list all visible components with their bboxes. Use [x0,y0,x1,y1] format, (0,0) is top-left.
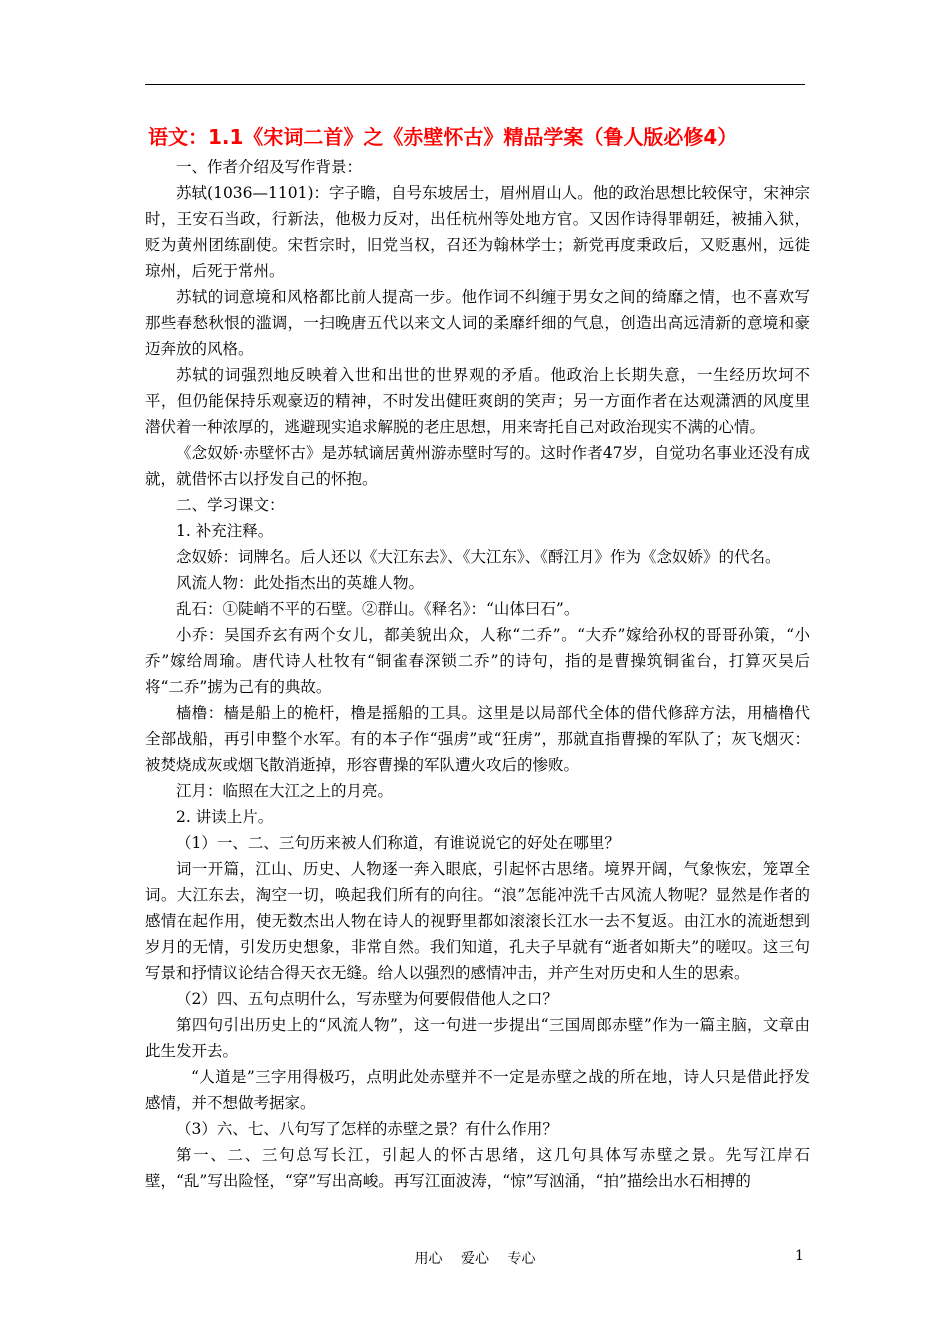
paragraph: “人道是”三字用得极巧，点明此处赤壁并不一定是赤壁之战的所在地，诗人只是借此抒发感情，并不想做考据家。 [145,1068,810,1112]
document-body [145,154,810,1194]
paragraph: 樯橹：樯是船上的桅杆，橹是摇船的工具。这里是以局部代全体的借代修辞方法，用樯橹代全部战船，再引申整个水军。有的本子作“强虏”或“狂虏”，那就直指曹操的军队了；灰飞烟灭：被焚烧成灰或烟飞散消逝掉，形容曹操的军队遭火攻后的惨败。 [145,704,810,774]
paragraph: （2）四、五句点明什么，写赤壁为何要假借他人之口？ [176,990,558,1008]
header-rule [145,84,805,85]
paragraph: 风流人物：此处指杰出的英雄人物。 [176,574,425,592]
paragraph: 第一、二、三句总写长江，引起人的怀古思绪，这几句具体写赤壁之景。先写江岸石壁，“乱”写出险怪，“穿”写出高峻。再写江面波涛，“惊”写汹涌，“拍”描绘出水石相搏的 [145,1146,810,1190]
paragraph: （3）六、七、八句写了怎样的赤壁之景？有什么作用？ [176,1120,558,1138]
paragraph: 一、作者介绍及写作背景： [176,158,363,176]
paragraph: （1）一、二、三句历来被人们称道，有谁说说它的好处在哪里？ [176,834,620,852]
paragraph: 苏轼的词强烈地反映着入世和出世的世界观的矛盾。他政治上长期失意，一生经历坎坷不平，但仍能保持乐观豪迈的精神，不时发出健旺爽朗的笑声；另一方面作者在达观潇洒的风度里潜伏着一种浓厚的，逃避现实追求解脱的老庄思想，用来寄托自己对政治现实不满的心情。 [145,366,810,436]
paragraph: 《念奴娇·赤壁怀古》是苏轼谪居黄州游赤壁时写的。这时作者47岁，自觉功名事业还没有成就，就借怀古以抒发自己的怀抱。 [145,444,810,488]
page-number: 1 [795,1248,804,1264]
paragraph: 二、学习课文： [176,496,285,514]
paragraph: 苏轼(1036—1101)：字子瞻，自号东坡居士，眉州眉山人。他的政治思想比较保守，宋神宗时，王安石当政，行新法，他极力反对，出任杭州等处地方官。又因作诗得罪朝廷，被捕入狱，贬为黄州团练副使。宋哲宗时，旧党当权，召还为翰林学士；新党再度秉政后，又贬惠州，远徙琼州，后死于常州。 [145,184,810,280]
paragraph: 乱石：①陡峭不平的石壁。②群山。《释名》：“山体曰石”。 [176,600,580,618]
page-footer [0,1248,950,1272]
paragraph: 2. 讲读上片。 [176,808,274,826]
paragraph: 词一开篇，江山、历史、人物逐一奔入眼底，引起怀古思绪。境界开阔，气象恢宏，笼罩全词。大江东去，淘空一切，唤起我们所有的向往。“浪”怎能冲洗千古风流人物呢？显然是作者的感情在起作用，使无数杰出人物在诗人的视野里都如滚滚长江水一去不复返。由江水的流逝想到岁月的无情，引发历史想象，非常自然。我们知道，孔夫子早就有“逝者如斯夫”的嗟叹。这三句写景和抒情议论结合得天衣无缝。给人以强烈的感情冲击，并产生对历史和人生的思索。 [145,860,810,982]
paragraph: 小乔：吴国乔玄有两个女儿，都美貌出众，人称“二乔”。“大乔”嫁给孙权的哥哥孙策，“小乔”嫁给周瑜。唐代诗人杜牧有“铜雀春深锁二乔”的诗句，指的是曹操筑铜雀台，打算灭吴后将“二乔”掳为己有的典故。 [145,626,810,696]
footer-motto: 用心 爱心 专心 [414,1251,536,1267]
document-title: 语文：1.1《宋词二首》之《赤壁怀古》精品学案（鲁人版必修4） [148,125,738,149]
paragraph: 苏轼的词意境和风格都比前人提高一步。他作词不纠缠于男女之间的绮靡之情，也不喜欢写那些春愁秋恨的滥调，一扫晚唐五代以来文人词的柔靡纤细的气息，创造出高远清新的意境和豪迈奔放的风格。 [145,288,810,358]
paragraph: 第四句引出历史上的“风流人物”，这一句进一步提出“三国周郎赤壁”作为一篇主脑，文章由此生发开去。 [145,1016,810,1060]
paragraph: 念奴娇：词牌名。后人还以《大江东去》、《大江东》、《酹江月》作为《念奴娇》的代名。 [176,548,781,566]
paragraph: 江月：临照在大江之上的月亮。 [176,782,394,800]
paragraph: 1. 补充注释。 [176,522,274,540]
